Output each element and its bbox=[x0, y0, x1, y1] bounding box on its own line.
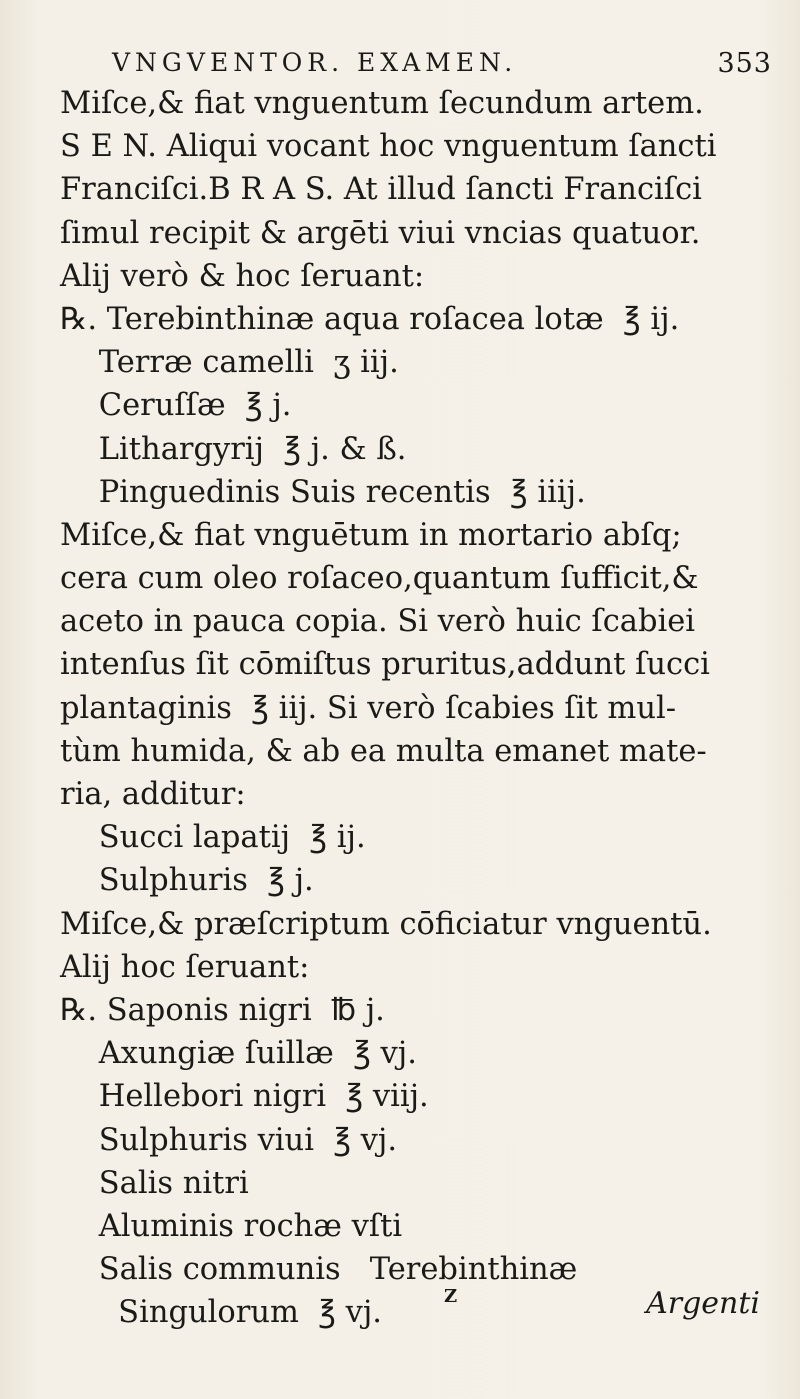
text-line: plantaginis ℥ iij. Si verò ſcabies ſit mul- bbox=[60, 690, 677, 726]
recipe-line: Salis communis Terebinthinæ bbox=[60, 1252, 578, 1288]
text-line: Franciſci.B R A S. At illud ſancti Franciſci bbox=[60, 172, 702, 208]
recipe-line: Terræ camelli ʒ iij. bbox=[60, 345, 399, 381]
catchword: Argenti bbox=[646, 1286, 760, 1321]
signature-mark: Z bbox=[444, 1286, 458, 1307]
recipe-line: Sulphuris viui ℥ vj. bbox=[60, 1122, 398, 1158]
page-number: 353 bbox=[717, 48, 772, 79]
text-line: tùm humida, & ab ea multa emanet mate- bbox=[60, 733, 707, 769]
recipe-line: Singulorum ℥ vj. bbox=[60, 1295, 382, 1331]
text-line: aceto in pauca copia. Si verò huic ſcabiei bbox=[60, 604, 696, 640]
recipe-line: Lithargyrij ℥ j. & ß. bbox=[60, 431, 407, 467]
recipe-line: Hellebori nigri ℥ viij. bbox=[60, 1079, 429, 1115]
catchline bbox=[60, 1286, 760, 1326]
recipe-line: ℞. Saponis nigri ℔ j. bbox=[60, 992, 385, 1028]
text-line: ria, additur: bbox=[60, 777, 246, 812]
recipe-line: Salis nitri bbox=[60, 1165, 249, 1201]
recipe-line: Sulphuris ℥ j. bbox=[60, 863, 314, 899]
text-line: S E N. Aliqui vocant hoc vnguentum ſancti bbox=[60, 129, 717, 165]
text-line: Alij hoc ſeruant: bbox=[60, 949, 310, 985]
recipe-line: Axungiæ ſuillæ ℥ vj. bbox=[60, 1036, 417, 1072]
recipe-line: Aluminis rochæ vſti bbox=[60, 1208, 403, 1244]
recipe-line: Ceruſſæ ℥ j. bbox=[60, 388, 292, 424]
text-line: Miſce,& fiat vnguentum ſecundum artem. bbox=[60, 86, 704, 121]
recipe-line: Succi lapatij ℥ ij. bbox=[60, 820, 366, 856]
text-body bbox=[60, 82, 760, 1334]
recipe-line: ℞. Terebinthinæ aqua roſacea lotæ ℥ ij. bbox=[60, 301, 680, 337]
text-line: Alij verò & hoc ſeruant: bbox=[60, 258, 425, 294]
text-line: ſimul recipit & argēti viui vncias quatuor. bbox=[60, 215, 701, 251]
text-line: cera cum oleo roſaceo,quantum ſufficit,& bbox=[60, 561, 699, 597]
running-title: VNGVENTOR. EXAMEN. bbox=[112, 48, 518, 77]
recipe-line: Pinguedinis Suis recentis ℥ iiij. bbox=[60, 474, 586, 510]
text-line: intenſus ſit cōmiſtus pruritus,addunt ſucci bbox=[60, 647, 710, 683]
text-line: Miſce,& fiat vnguētum in mortario abſq; bbox=[60, 517, 682, 553]
text-line: Miſce,& præſcriptum cōficiatur vnguentū. bbox=[60, 906, 712, 942]
